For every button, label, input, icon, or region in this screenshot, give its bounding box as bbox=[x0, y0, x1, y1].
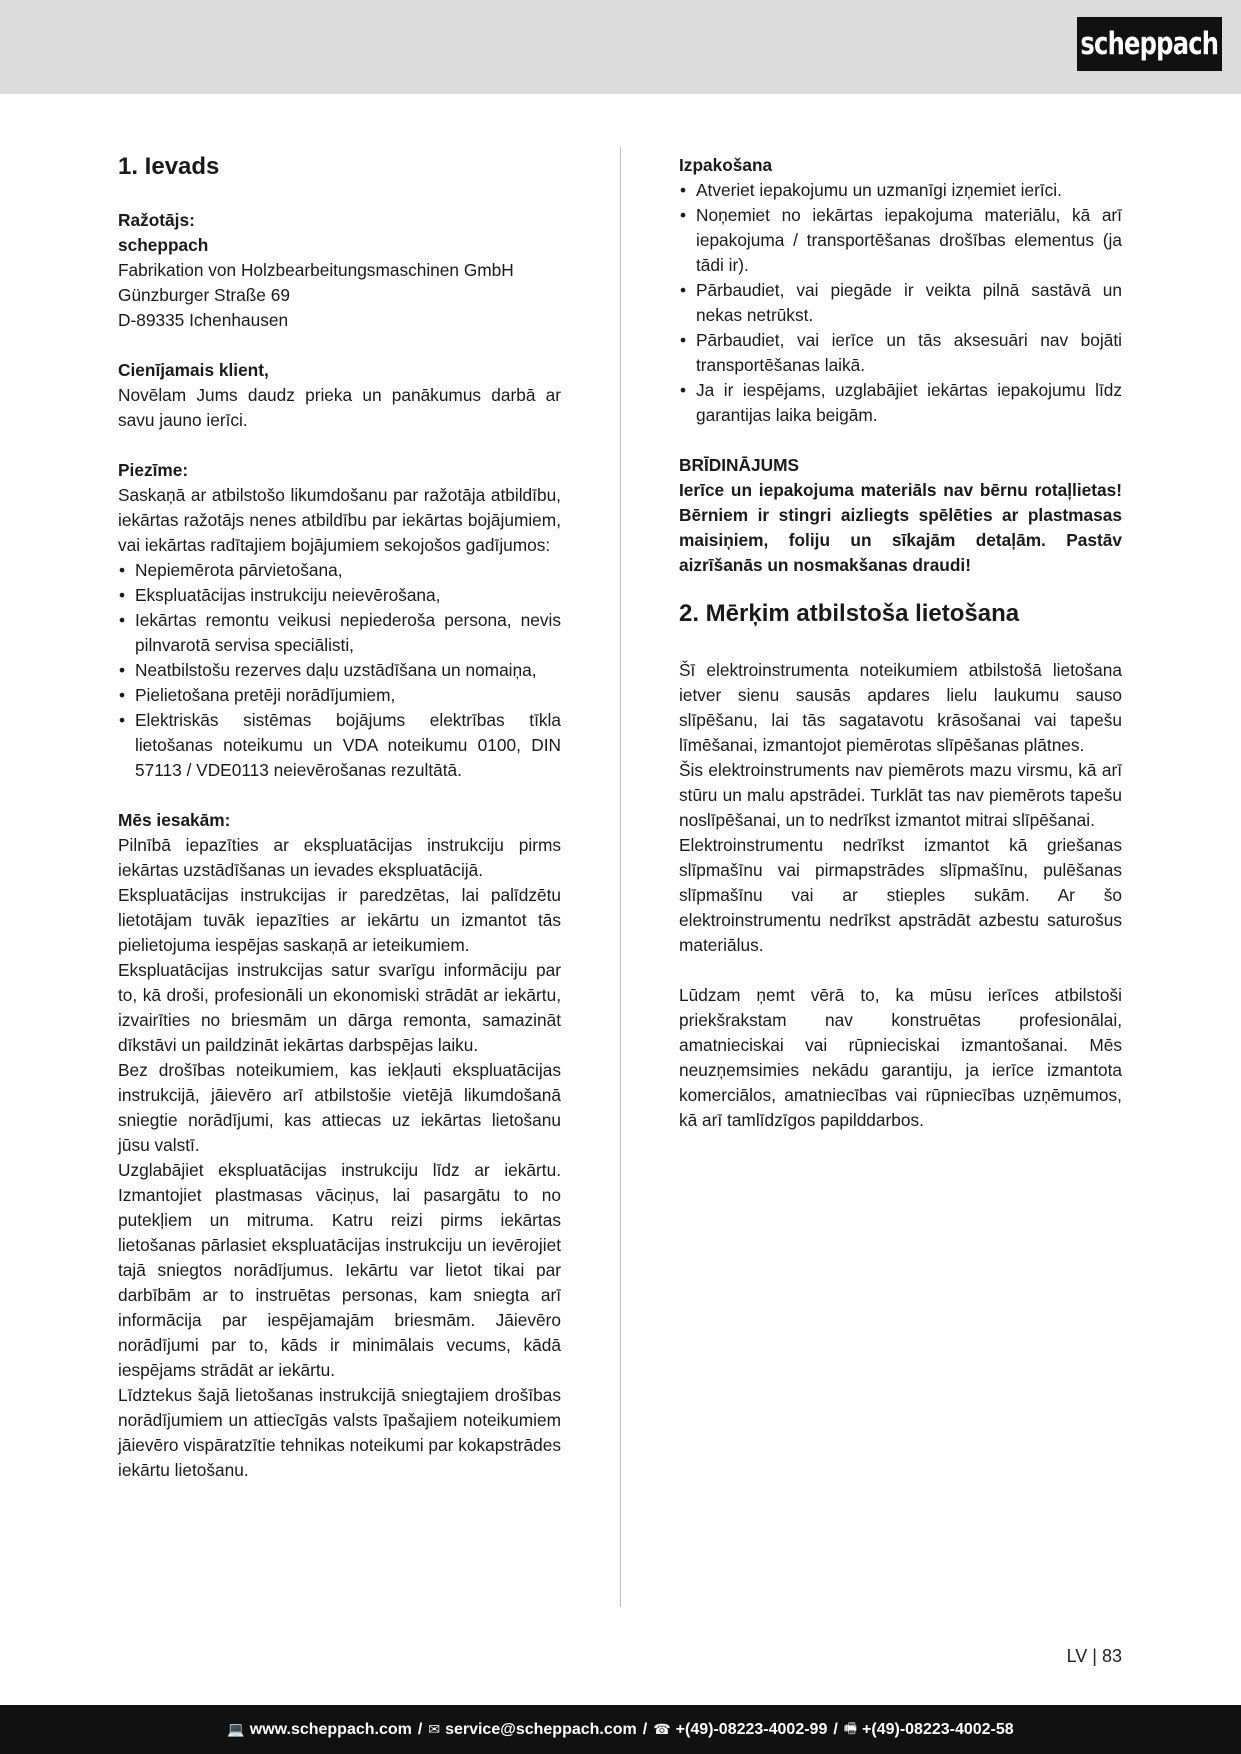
page-number: LV | 83 bbox=[1066, 1646, 1122, 1666]
note-list bbox=[118, 558, 561, 783]
unpack-list bbox=[679, 178, 1122, 428]
list-item: • Iekārtas remontu veikusi nepiederoša persona, nevis pilnvarotā servisa speciālisti, bbox=[118, 608, 561, 658]
manufacturer-label: Ražotājs: bbox=[118, 210, 195, 230]
section-heading-intended-use: 2. Mērķim atbilstoša lietošana bbox=[679, 600, 1020, 627]
recommend-paragraph: Līdztekus šajā lietošanas instrukcijā sniegtajiem drošības norādījumiem un attiecīgās valsts īpašajiem noteikumiem jāievēro vispāratzītie tehnikas noteikumi par kokapstrādes iekārtu lietošanu. bbox=[118, 1385, 561, 1480]
recommend-paragraph: Ekspluatācijas instrukcijas satur svarīgu informāciju par to, kā droši, profesionāli un ekonomiski strādāt ar iekārtu, izvairīties no briesmām un dārga remonta, samazināt dīkstāvi un paildzināt iekārtas darbspējas laiku. bbox=[118, 960, 561, 1055]
scheppach-logo: scheppach bbox=[1077, 17, 1222, 71]
unpack-label: Izpakošana bbox=[679, 155, 773, 175]
list-item: • Ja ir iespējams, uzglabājiet iekārtas iepakojumu līdz garantijas laika beigām. bbox=[679, 378, 1122, 428]
footer-separator: / bbox=[642, 1720, 648, 1738]
section-heading-introduction: 1. Ievads bbox=[118, 153, 220, 180]
footer-separator: / bbox=[833, 1720, 838, 1738]
website-link[interactable]: www.scheppach.com bbox=[249, 1720, 412, 1738]
right-column bbox=[679, 153, 1122, 1133]
footer-separator: / bbox=[417, 1720, 423, 1738]
left-column bbox=[118, 153, 561, 1483]
computer-icon: 💻 bbox=[227, 1721, 245, 1737]
greeting-text: Novēlam Jums daudz prieka un panākumus darbā ar savu jauno ierīci. bbox=[118, 385, 561, 430]
list-item: • Ekspluatācijas instrukciju neievērošana, bbox=[118, 583, 561, 608]
list-item: • Nepiemērota pārvietošana, bbox=[118, 558, 561, 583]
fax-number: +(49)-08223-4002-58 bbox=[862, 1720, 1014, 1738]
mail-icon: ✉ bbox=[428, 1721, 441, 1737]
list-item: • Noņemiet no iekārtas iepakojuma materiālu, kā arī iepakojuma / transportēšanas drošības elementus (ja tādi ir). bbox=[679, 203, 1122, 278]
manufacturer-name: scheppach bbox=[118, 235, 209, 255]
phone-number: +(49)-08223-4002-99 bbox=[675, 1720, 828, 1738]
manufacturer-company: Fabrikation von Holzbearbeitungsmaschinen GmbH bbox=[118, 260, 514, 280]
header-band bbox=[0, 0, 1241, 94]
phone-icon: ☎ bbox=[653, 1721, 671, 1737]
note-label: Piezīme: bbox=[118, 460, 189, 480]
recommend-label: Mēs iesakām: bbox=[118, 810, 231, 830]
recommend-paragraph: Ekspluatācijas instrukcijas ir paredzētas, lai palīdzētu lietotājam tuvāk iepazīties ar iekārtu un izmantot tās pielietojuma iespējas saskaņā ar ieteikumiem. bbox=[118, 885, 561, 955]
use-paragraph: Elektroinstrumentu nedrīkst izmantot kā griešanas slīpmašīnu vai pirmapstrādes slīpmašīnu, pulēšanas slīpmašīnu vai ar stieples sukām. Ar šo elektroinstrumentu nedrīkst apstrādāt azbestu saturošus materiālus. bbox=[679, 835, 1122, 955]
use-paragraph: Šis elektroinstruments nav piemērots mazu virsmu, kā arī stūru un malu apstrādei. Turklāt tas nav piemērots tapešu noslīpēšanai, un to nedrīkst izmantot mitrai slīpēšanai. bbox=[679, 760, 1122, 830]
footer-bar bbox=[0, 1705, 1241, 1754]
list-item: • Pielietošana pretēji norādījumiem, bbox=[118, 683, 561, 708]
list-item: • Elektriskās sistēmas bojājums elektrības tīkla lietošanas noteikumu un VDA noteikumu 0100, DIN 57113 / VDE0113 neievērošanas rezultātā. bbox=[118, 708, 561, 783]
fax-icon: 🖷 bbox=[843, 1719, 858, 1736]
list-item: • Atveriet iepakojumu un uzmanīgi izņemiet ierīci. bbox=[679, 178, 1122, 203]
list-item: • Pārbaudiet, vai piegāde ir veikta pilnā sastāvā un nekas netrūkst. bbox=[679, 278, 1122, 328]
email-link[interactable]: service@scheppach.com bbox=[445, 1720, 637, 1738]
list-item: • Pārbaudiet, vai ierīce un tās aksesuāri nav bojāti transportēšanas laikā. bbox=[679, 328, 1122, 378]
recommend-paragraph: Uzglabājiet ekspluatācijas instrukciju līdz ar iekārtu. Izmantojiet plastmasas vāciņus, lai pasargātu to no putekļiem un mitruma. Katru reizi pirms iekārtas lietošanas pārlasiet ekspluatācijas instrukciju un ievērojiet tajā sniegtos norādījumus. Iekārtu var lietot tikai par darbībām ar to instruētas personas, kam sniegta arī informācija par iespējamajām briesmām. Jāievēro norādījumi par to, kāds ir minimālais vecums, kādā iespējams strādāt ar iekārtu. bbox=[118, 1160, 561, 1380]
note-text: Saskaņā ar atbilstošo likumdošanu par ražotāja atbildību, iekārtas ražotājs nenes atbildību par iekārtas bojājumiem, vai iekārtas radītajiem bojājumiem sekojošos gadījumos: bbox=[118, 485, 561, 555]
warning-label: BRĪDINĀJUMS bbox=[679, 455, 800, 475]
greeting-label: Cienījamais klient, bbox=[118, 360, 269, 380]
use-paragraph: Šī elektroinstrumenta noteikumiem atbilstošā lietošana ietver sienu sausās apdares lielu laukumu sauso slīpēšanu, lai tās sagatavotu krāsošanai vai tapešu līmēšanai, izmantojot piemērotas slīpēšanas plātnes. bbox=[679, 660, 1122, 755]
list-item: • Neatbilstošu rezerves daļu uzstādīšana un nomaiņa, bbox=[118, 658, 561, 683]
recommend-paragraph: Pilnībā iepazīties ar ekspluatācijas instrukciju pirms iekārtas uzstādīšanas un ievades ekspluatācijā. bbox=[118, 835, 561, 880]
warning-text: Ierīce un iepakojuma materiāls nav bērnu rotaļlietas! Bērniem ir stingri aizliegts spēlēties ar plastmasas maisiņiem, foliju un sīkajām detaļām. Pastāv aizrīšanās un nosmakšanas draudi! bbox=[679, 480, 1122, 575]
manufacturer-street: Günzburger Straße 69 bbox=[118, 285, 290, 305]
recommend-paragraph: Bez drošības noteikumiem, kas iekļauti ekspluatācijas instrukcijā, jāievēro arī atbilstošie vietējā likumdošanā sniegtie norādījumi, kas attiecas uz iekārtas lietošanu jūsu valstī. bbox=[118, 1060, 561, 1155]
manufacturer-city: D-89335 Ichenhausen bbox=[118, 310, 289, 330]
liability-note: Lūdzam ņemt vērā to, ka mūsu ierīces atbilstoši priekšrakstam nav konstruētas profesionālai, amatnieciskai vai rūpnieciskai izmantošanai. Mēs neuzņemsimies nekādu garantiju, ja ierīce izmantota komerciālos, amatniecības vai rūpniecības uzņēmumos, kā arī tamlīdzīgos papilddarbos. bbox=[679, 985, 1122, 1130]
column-divider bbox=[620, 147, 621, 1607]
